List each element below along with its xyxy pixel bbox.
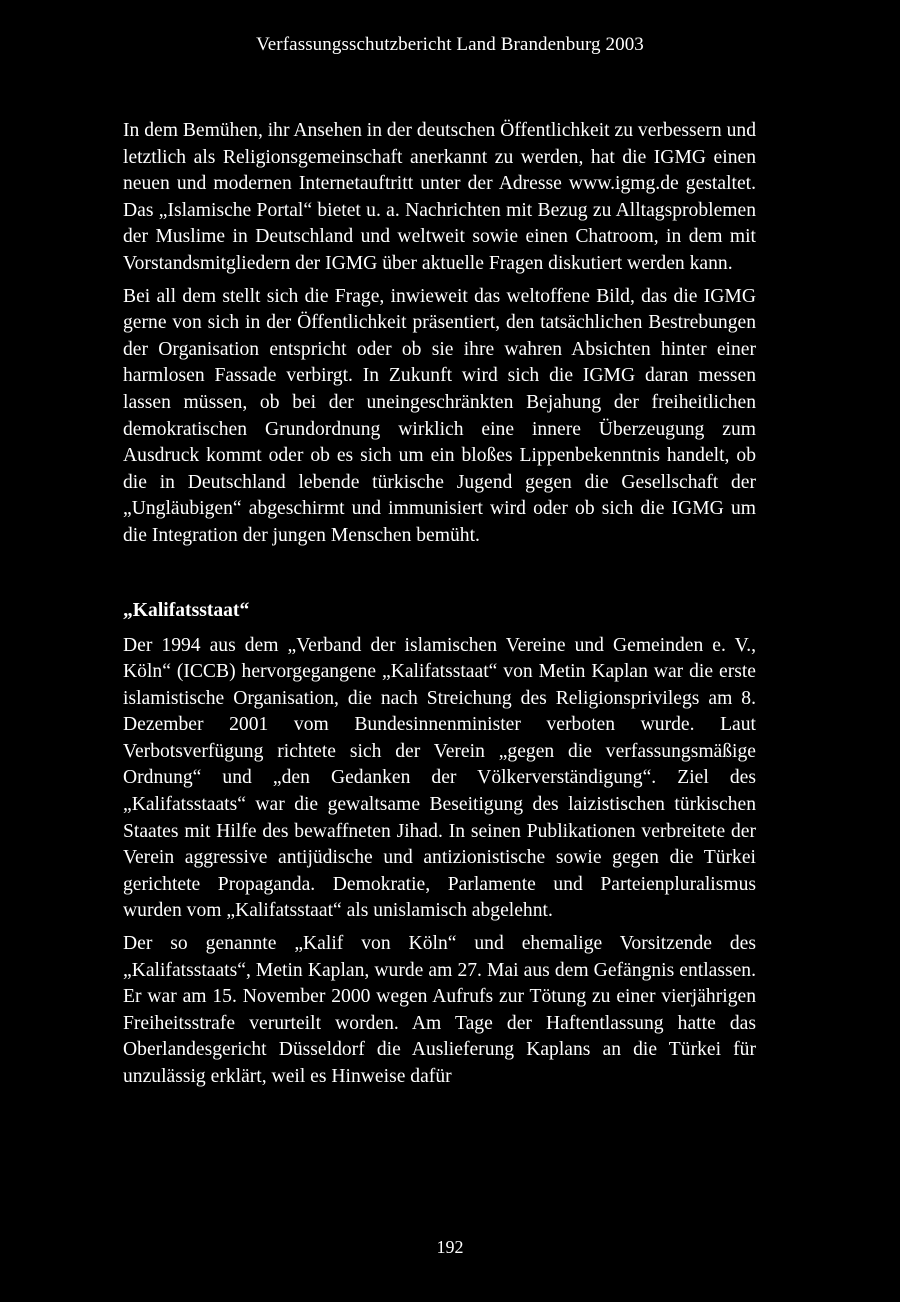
paragraph-igmg-internet: In dem Bemühen, ihr Ansehen in der deutschen Öffentlichkeit zu verbessern und letztlich als Religionsgemeinschaft anerkannt zu werden, hat die IGMG einen neuen und modernen Internetauftritt unter der Adresse www.igmg.de gestaltet. Das „Islamische Portal“ bietet u. a. Nachrichten mit Bezug zu Alltagsproblemen der Muslime in Deutschland und weltweit sowie einen Chatroom, in dem mit Vorstandsmitgliedern der IGMG über aktuelle Fragen diskutiert werden kann. — [123, 120, 756, 274]
page-number: 192 — [436, 1237, 464, 1257]
paragraph-kalifatsstaat-ban: Der 1994 aus dem „Verband der islamischen Vereine und Gemeinden e. V., Köln“ (ICCB) hervorgegangene „Kalifatsstaat“ von Metin Kaplan war die erste islamistische Organisation, die nach Streichung des Religionsprivilegs am 8. Dezember 2001 vom Bundesinnenminister verboten wurde. Laut Verbotsverfügung richtete sich der Verein „gegen die verfassungsmäßige Ordnung“ und „den Gedanken der Völkerverständigung“. Ziel des „Kalifatsstaats“ war die gewaltsame Beseitigung des laizistischen türkischen Staates mit Hilfe des bewaffneten Jihad. In seinen Publikationen verbreitete der Verein aggressive antijüdische und antizionistische sowie gegen die Türkei gerichtete Propaganda. Demokratie, Parlamente und Parteienpluralismus wurden vom „Kalifatsstaat“ als unislamisch abgelehnt. — [123, 634, 756, 922]
section-heading-kalifatsstaat: „Kalifatsstaat“ — [123, 599, 250, 621]
paragraph-kaplan-release: Der so genannte „Kalif von Köln“ und ehemalige Vorsitzende des „Kalifatsstaats“, Metin Kaplan, wurde am 27. Mai aus dem Gefängnis entlassen. Er war am 15. November 2000 wegen Aufrufs zur Tötung zu einer vierjährigen Freiheitsstrafe verurteilt worden. Am Tage der Haftentlassung hatte das Oberlandesgericht Düsseldorf die Auslieferung Kaplans an die Türkei für unzulässig erklärt, weil es Hinweise dafür — [123, 933, 756, 1087]
page-body — [123, 118, 756, 1091]
running-header: Verfassungsschutzbericht Land Brandenburg 2003 — [256, 34, 644, 55]
paragraph-igmg-question: Bei all dem stellt sich die Frage, inwieweit das weltoffene Bild, das die IGMG gerne von sich in der Öffentlichkeit präsentiert, den tatsächlichen Bestrebungen der Organisation entspricht oder ob sie ihre wahren Absichten hinter einer harmlosen Fassade verbirgt. In Zukunft wird sich die IGMG daran messen lassen müssen, ob bei der uneingeschränkten Bejahung der freiheitlichen demokratischen Grundordnung wirklich eine innere Überzeugung zum Ausdruck kommt oder ob es sich um ein bloßes Lippenbekenntnis handelt, ob die in Deutschland lebende türkische Jugend gegen die Gesellschaft der „Ungläubigen“ abgeschirmt und immunisiert wird oder ob sich die IGMG um die Integration der jungen Menschen bemüht. — [123, 285, 756, 546]
